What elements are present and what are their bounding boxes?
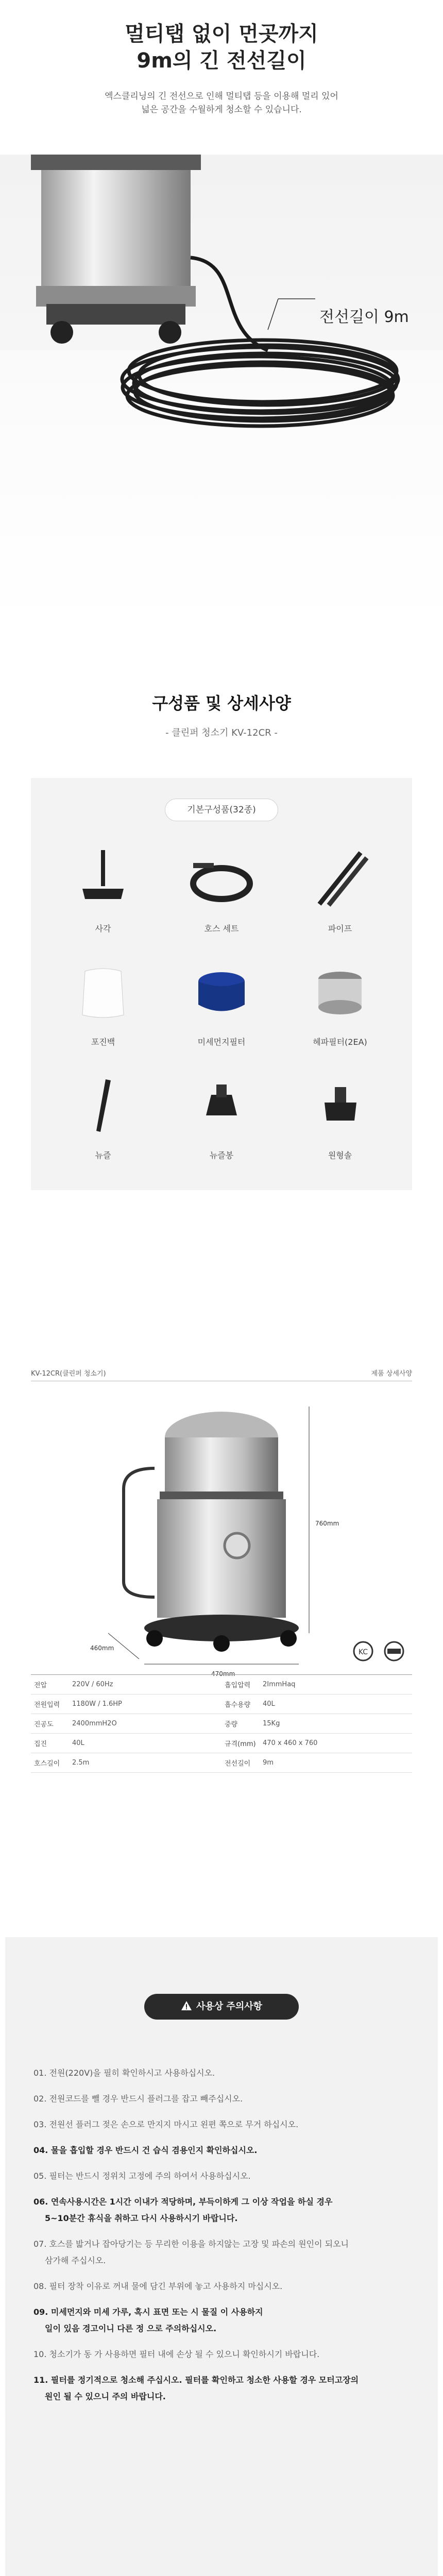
component-item: [288, 840, 391, 934]
cord-desc-line1: 엑스클리닝의 긴 전선으로 인해 멀티탭 등을 이용해 멀리 있어: [105, 91, 338, 101]
list-item: 07. 호스를 밟거나 잡아당기는 등 무리한 이용을 하지않는 고장 및 파손의 원인이 되오니: [33, 2239, 349, 2249]
list-item: 03. 전원선 플러그 젖은 손으로 만지지 마시고 왼편 쪽으로 무거 하십시오.: [33, 2120, 299, 2129]
spec-model-label: KV-12CR(클린퍼 청소기): [31, 1370, 106, 1378]
list-item: 06. 연속사용시간은 1시간 이내가 적당하며, 부득이하게 그 이상 작업을 하실 경우: [33, 2197, 333, 2207]
list-item: 09. 미세먼지와 미세 가루, 혹시 표면 또는 시 물질 이 사용하지: [33, 2307, 263, 2317]
components-title: 구성품 및 상세사양: [152, 693, 291, 713]
cord-length-label: 전선길이 9m: [319, 308, 409, 326]
cord-title-line2: 9m의 긴 전선길이: [137, 49, 306, 73]
spec-table: [31, 1674, 412, 1773]
components-panel: [31, 778, 412, 1190]
component-label: 원형솔: [328, 1150, 352, 1160]
cord-desc-line2: 넓은 공간을 수월하게 청소할 수 있습니다.: [141, 105, 302, 115]
dim-width: 470mm: [211, 1670, 235, 1677]
list-item: 일이 있음 경고이니 다른 정 으로 주의하십시오.: [45, 2324, 217, 2333]
round-nozzle-icon: [191, 1074, 252, 1136]
spec-row: 호스길이 2.5m 전선길이 9m: [31, 1753, 412, 1773]
kc-cert-mark: [350, 1638, 412, 1669]
component-item: [170, 1066, 273, 1161]
list-item: 08. 필터 장착 이유로 꺼내 물에 담긴 부위에 놓고 사용하지 마십시오.: [33, 2281, 283, 2291]
components-subtitle: - 클린퍼 청소기 KV-12CR -: [165, 727, 278, 738]
component-item: [52, 953, 155, 1047]
spec-row: 집진 40L 규격(mm) 470 x 460 x 760: [31, 1734, 412, 1753]
warning-icon: [181, 2001, 192, 2011]
component-item: [170, 953, 273, 1047]
cord-title-line1: 멀티탭 없이 먼곳까지: [125, 22, 318, 46]
component-item: [288, 953, 391, 1047]
component-label: 사각: [95, 924, 111, 934]
floor-nozzle-icon: [72, 848, 134, 909]
component-label: 호스 세트: [204, 924, 239, 934]
component-label: 미세먼지필터: [197, 1037, 246, 1047]
list-item: 원인 될 수 있으니 주의 바랍니다.: [45, 2392, 166, 2401]
spec-row: 전원입력 1180W / 1.6HP 흡수용량 40L: [31, 1694, 412, 1714]
components-section: [0, 634, 443, 1278]
svg-text:KC: KC: [358, 1648, 368, 1656]
list-item: 삼가해 주십시오.: [45, 2256, 106, 2265]
list-item: 01. 전원(220V)을 필히 확인하시고 사용하십시오.: [33, 2068, 215, 2078]
list-item: 02. 전원코드를 뺄 경우 반드시 플러그를 잡고 빼주십시오.: [33, 2094, 243, 2104]
hose-icon: [183, 848, 260, 909]
cautions-panel: [5, 1937, 438, 2576]
component-item: [288, 1066, 391, 1161]
list-item: 10. 청소기가 동 가 사용하면 필터 내에 손상 될 수 있으니 확인하시기 바랍니다.: [33, 2349, 320, 2359]
cautions-list: [33, 2066, 425, 2415]
list-item: 04. 물을 흡입할 경우 반드시 건 습식 겸용인지 확인하십시오.: [33, 2145, 258, 2155]
product-drawing: [0, 1391, 443, 1680]
list-item: 11. 필터를 정기적으로 청소해 주십시오. 필터를 확인하고 청소한 사용할 경우 모터고장의: [33, 2375, 359, 2385]
component-label: 헤파필터(2EA): [313, 1037, 367, 1047]
component-label: 뉴즐봉: [209, 1150, 234, 1160]
spec-header: [31, 1368, 412, 1380]
cord-photo: [0, 155, 443, 629]
component-label: 파이프: [328, 924, 352, 934]
hepa-filter-icon: [309, 961, 371, 1023]
spec-row: 진공도 2400mmH2O 중량 15Kg: [31, 1714, 412, 1734]
round-brush-icon: [309, 1074, 371, 1136]
fine-dust-filter-icon: [191, 961, 252, 1023]
crevice-nozzle-icon: [72, 1074, 134, 1136]
cautions-section: [0, 1937, 443, 2576]
cord-description: [0, 90, 443, 116]
component-label: 뉴즐: [95, 1150, 111, 1160]
cord-length-section: [0, 0, 443, 634]
pipe-icon: [309, 848, 371, 909]
component-item: [52, 1066, 155, 1161]
component-item: [170, 840, 273, 934]
dim-height: 760mm: [315, 1520, 339, 1527]
cord-title: [0, 0, 443, 74]
components-badge: 기본구성품(32종): [165, 799, 278, 821]
list-item: 05. 필터는 반드시 정위치 고정에 주의 하여서 사용하십시오.: [33, 2171, 251, 2181]
dust-bag-icon: [72, 961, 134, 1023]
spec-row: 전압 220V / 60Hz 흡입압력 2ImmHaq: [31, 1675, 412, 1694]
spec-section: [0, 1278, 443, 1937]
cautions-title-pill: [144, 1994, 299, 2020]
cautions-title: 사용상 주의사항: [196, 2001, 262, 2012]
component-label: 포진백: [91, 1037, 115, 1047]
spec-header-title: 제품 상세사양: [371, 1370, 412, 1378]
list-item: 5~10분간 휴식을 취하고 다시 사용하시기 바랍니다.: [45, 2213, 238, 2223]
dim-depth: 460mm: [90, 1645, 114, 1652]
component-item: [52, 840, 155, 934]
